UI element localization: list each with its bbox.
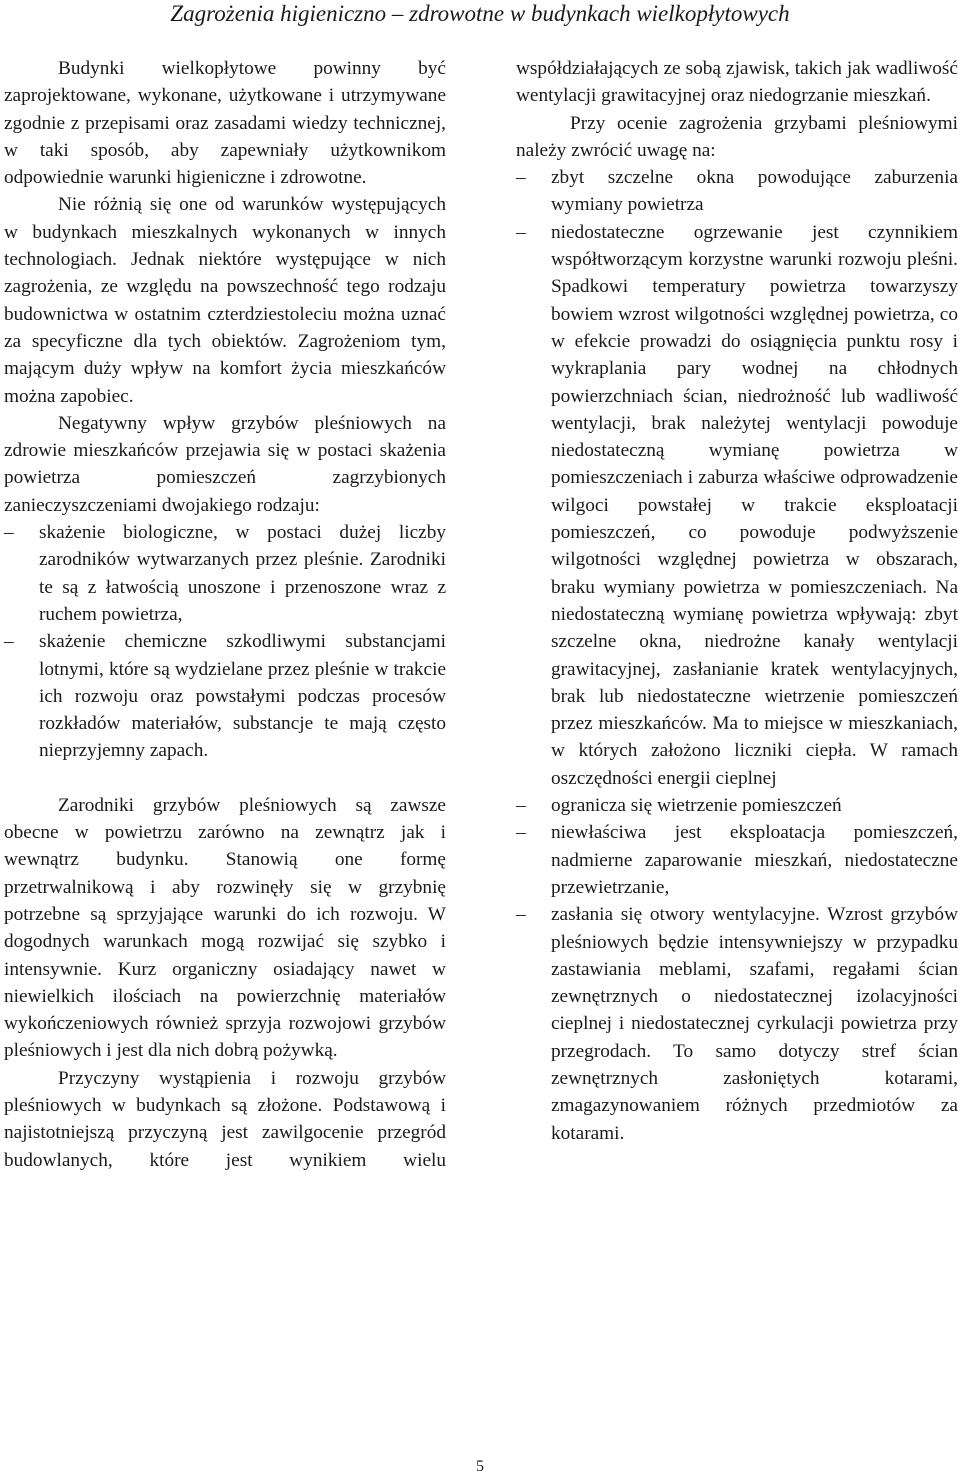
- page-number: 5: [476, 1458, 484, 1475]
- left-column: [4, 55, 446, 1174]
- list-item: – niewłaściwa jest eksploatacja pomieszczeń, nadmierne zaparowanie mieszkań, niedostateczne przewietrzanie,: [516, 819, 958, 901]
- paragraph-intro: Budynki wielkopłytowe powinny być zaprojektowane, wykonane, użytkowane i utrzymywane zgodnie z przepisami oraz zasadami wiedzy technicznej, w taki sposób, aby zapewniały użytkownikom odpowiednie warunki higieniczne i zdrowotne.: [4, 58, 446, 189]
- paragraph-gap: [4, 765, 446, 792]
- paragraph-continuation: współdziałających ze sobą zjawisk, takich jak wadliwość wentylacji grawitacyjnej oraz niedogrzanie mieszkań.: [516, 58, 958, 107]
- paragraph-negative-impact: Negatywny wpływ grzybów pleśniowych na zdrowie mieszkańców przejawia się w postaci skażenia powietrza pomieszczeń zagrzybionych zanieczyszczeniami dwojakiego rodzaju:: [4, 412, 446, 516]
- document-title: Zagrożenia higieniczno – zdrowotne w budynkach wielkopłytowych: [170, 1, 790, 26]
- right-column: [516, 55, 958, 1147]
- contamination-list: [4, 519, 446, 765]
- list-item: – niedostateczne ogrzewanie jest czynnikiem współtworzącym korzystne warunki rozwoju pleśni. Spadkowi temperatury powietrza towarzyszy bowiem wzrost wilgotności względnej powietrza, co w efekcie prowadzi do osiągnięcia punktu rosy i wykraplania pary wodnej na chłodnych powierzchniach ścian, niedrożność lub wadliwość wentylacji, brak należytej wentylacji powoduje niedostateczną wymianę powietrza w pomieszczeniach i zaburza właściwe odprowadzenie wilgoci powstałej w trakcie eksploatacji pomieszczeń, co powoduje podwyższenie wilgotności względnej powietrza w obszarach, braku wymiany powietrza w pomieszczeniach. Na niedostateczną wymianę powietrza wpływają: zbyt szczelne okna, niedrożne kanały wentylacji grawitacyjnej, zasłanianie kratek wentylacyjnych, brak lub niedostateczne wietrzenie pomieszczeń przez mieszkańców. Ma to miejsce w mieszkaniach, w których założono liczniki ciepła. W ramach oszczędności energii cieplnej: [516, 219, 958, 792]
- list-item: – ogranicza się wietrzenie pomieszczeń: [516, 792, 958, 819]
- paragraph-causes: Przyczyny wystąpienia i rozwoju grzybów pleśniowych w budynkach są złożone. Podstawową i najistotniejszą przyczyną jest zawilgocenie przegród budowlanych, które jest wynikiem wielu: [4, 1067, 446, 1171]
- list-item: – skażenie chemiczne szkodliwymi substancjami lotnymi, które są wydzielane przez pleśnie w trakcie ich rozwoju oraz powstałymi podczas procesów rozkładów materiałów, substancje te mają często nieprzyjemny zapach.: [4, 628, 446, 764]
- list-item: – zbyt szczelne okna powodujące zaburzenia wymiany powietrza: [516, 164, 958, 219]
- list-item: – zasłania się otwory wentylacyjne. Wzrost grzybów pleśniowych będzie intensywniejszy w przypadku zastawiania meblami, szafami, regałami ścian zewnętrznych o niedostatecznej izolacyjności cieplnej i niedostatecznej cyrkulacji powietrza przy przegrodach. To samo dotyczy stref ścian zewnętrznych zasłoniętych kotarami, zmagazynowaniem różnych przedmiotów za kotarami.: [516, 901, 958, 1147]
- paragraph-assessment: Przy ocenie zagrożenia grzybami pleśniowymi należy zwrócić uwagę na:: [516, 112, 958, 161]
- risk-factor-list: [516, 164, 958, 1147]
- list-item: – skażenie biologiczne, w postaci dużej liczby zarodników wytwarzanych przez pleśnie. Zarodniki te są z łatwością unoszone i przenoszone wraz z ruchem powietrza,: [4, 519, 446, 628]
- paragraph-spores: Zarodniki grzybów pleśniowych są zawsze obecne w powietrzu zarówno na zewnątrz jak i wewnątrz budynku. Stanowią one formę przetrwalnikową i aby rozwinęły się w grzybnię potrzebne są sprzyjające warunki do ich rozwoju. W dogodnych warunkach mogą rozwijać się szybko i intensywnie. Kurz organiczny osiadający nawet w niewielkich ilościach na powierzchnię materiałów wykończeniowych również sprzyja rozwojowi grzybów pleśniowych i jest dla nich dobrą pożywką.: [4, 794, 446, 1062]
- paragraph-threats: Nie różnią się one od warunków występujących w budynkach mieszkalnych wykonanych w innych technologiach. Jednak niektóre występujące w nich zagrożenia, ze względu na powszechność tego rodzaju budownictwa w ostatnim czterdziestoleciu można uznać za specyficzne dla tych obiektów. Zagrożeniom tym, mającym duży wpływ na komfort życia mieszkańców można zapobiec.: [4, 194, 446, 407]
